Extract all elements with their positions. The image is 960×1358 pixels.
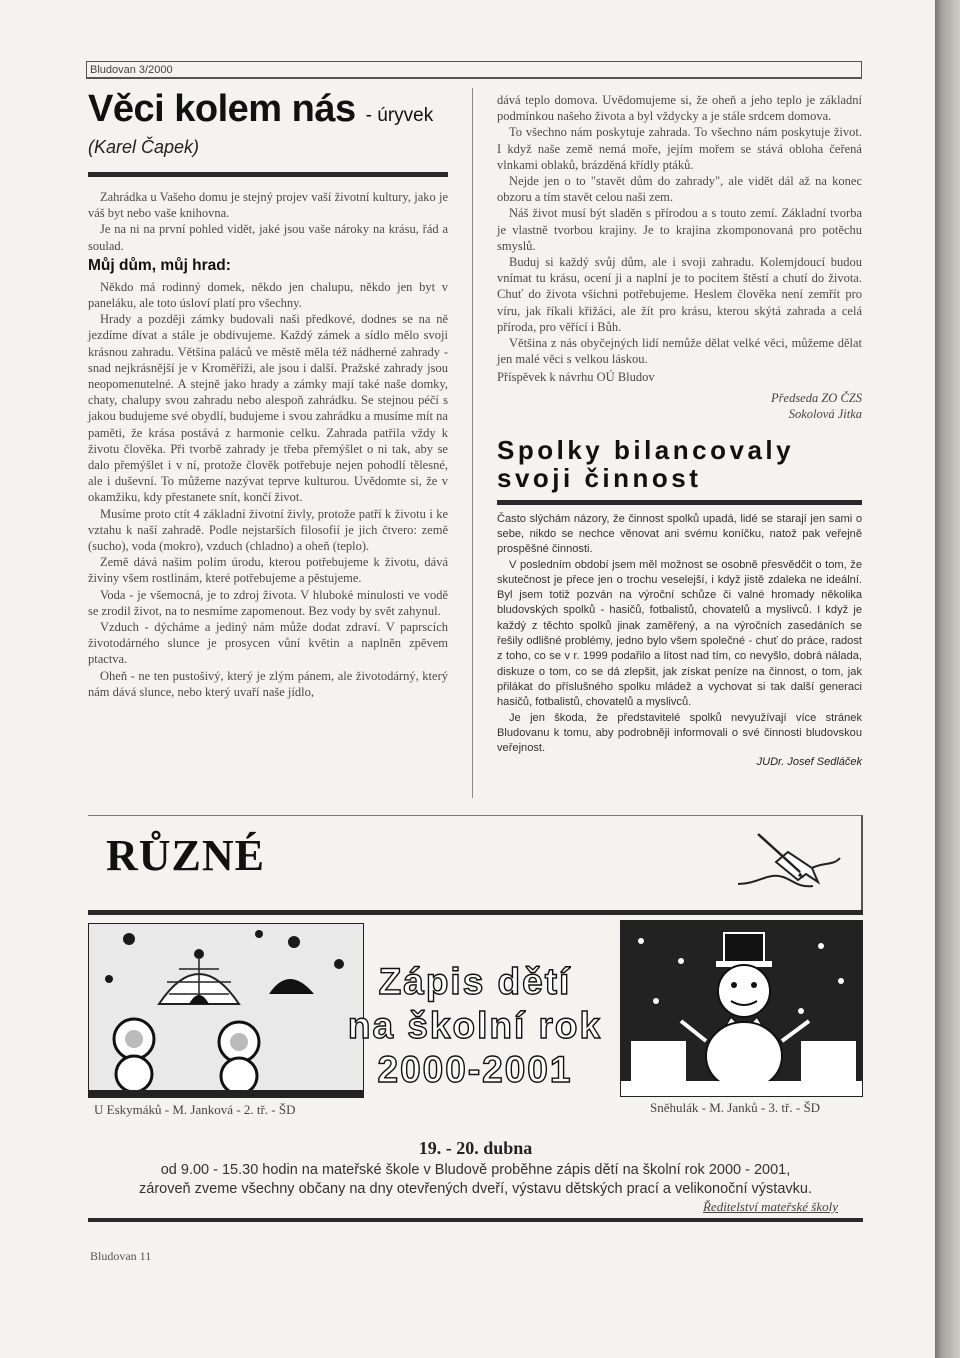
paragraph: Hrady a později zámky budovali naši předkové, dodnes se na ně jezdíme dívat a stále je obdivujeme. Každý zámek a sídlo mělo svoji krásnou zahradu. Většina paláců ve městě měla též nádherné zahrady - snad nejkrásnější je v Kroměříži, ale jsou i další. Pražské zahrady jsou neopomenutelné. A stejně jako hrady a zámky mají také naše domky, chaty, chalupy svou zahradu nebo alespoň zahrádku. Se stejnou péčí s jakou budujeme své obydlí, budujeme i svou zahrádku a musíme mít na paměti, že krása postává z harmonie celku. Zahrada patřila vždy k životu člověka. Při tvorbě zahrady je třeba přemýšlet o ni tak, aby se dalo přemýšlet i v ní, protože člověk potřebuje nejen pohodlí tělesné, ale i duševní. To můžeme nazývat teprve kulturou. Uvědomte si, že v okamžiku, kdy přestanete snít, končí život. xyxy=(88,312,448,505)
paragraph: Země dává našim polím úrodu, kterou potřebujeme k životu, dává živiny všem rostlinám, které potřebujeme a pěstujeme. xyxy=(88,555,448,586)
article-author: (Karel Čapek) xyxy=(88,137,200,157)
article2-body xyxy=(497,512,862,757)
issue-header: Bludovan 3/2000 xyxy=(86,61,862,79)
paragraph: Vzduch - dýcháme a jediný nám může dodat zdraví. V paprscích životodárného slunce je prosycen vůní květin a naplněn zpěvem ptactva. xyxy=(88,620,448,667)
paragraph: Nejde jen o to "stavět dům do zahrady", ale vidět dál až na konec obzoru a tím stavět celou naši zem. xyxy=(497,174,862,205)
paragraph: Někdo má rodinný domek, někdo jen chalupu, někdo jen byt v paneláku, ale toto úsloví platí pro všechny. xyxy=(88,279,448,311)
announcement-signature: Ředitelství mateřské školy xyxy=(702,1199,838,1214)
caption-left: U Eskymáků - M. Janková - 2. tř. - ŠD xyxy=(94,1102,296,1117)
zapis-line3: 2000-2001 xyxy=(377,1049,573,1090)
snowman-drawing xyxy=(621,921,863,1097)
eskimos-drawing xyxy=(89,924,364,1098)
title-rule xyxy=(88,172,448,177)
announcement-line2: zároveň zveme všechny občany na dny otevřených dveří, výstavu dětských prací a velikonoční výstavku. xyxy=(139,1181,812,1197)
article2-title-line2: svoji činnost xyxy=(497,462,702,493)
paragraph: Je jen škoda, že představitelé spolků nevyužívají více stránek Bludovanu k tomu, aby podrobněji informovali o své činnosti bludovskou veřejnost. xyxy=(497,711,862,755)
section-bottom-rule xyxy=(88,1218,863,1222)
paragraph: To všechno nám poskytuje zahrada. To všechno nám poskytuje život. I když naše země nemá moře, jejím mořem se stává obloha čeřená vlnkami oblaků, brázděná křídly ptáků. xyxy=(497,125,862,172)
article-title-suffix: - úryvek xyxy=(365,105,434,126)
paragraph: Zahrádka u Vašeho domu je stejný projev vaší životní kultury, jako je váš byt nebo vaše knihovna. xyxy=(88,190,448,221)
article-subheading: Můj dům, můj hrad: xyxy=(88,256,231,274)
zapis-line2: na školní rok xyxy=(347,1005,603,1046)
children-drawing-snowman xyxy=(620,920,863,1097)
event-date: 19. - 20. dubna xyxy=(418,1138,533,1158)
article2-signature: JUDr. Josef Sedláček xyxy=(756,756,862,769)
page-footer: Bludovan 11 xyxy=(90,1249,152,1263)
article2-rule xyxy=(497,500,862,505)
article-title-text: Věci kolem nás xyxy=(88,88,356,130)
column-divider xyxy=(472,88,473,798)
caption-right: Sněhulák - M. Janků - 3. tř. - ŠD xyxy=(650,1100,821,1115)
article-veci-kolem-nas xyxy=(88,88,448,700)
announcement xyxy=(88,1161,863,1199)
contribution-note: Příspěvek k návrhu OÚ Bludov xyxy=(497,370,655,385)
article-title xyxy=(88,88,448,133)
signature-name: Sokolová Jitka xyxy=(788,406,862,421)
article-intro xyxy=(88,189,448,254)
paragraph: V posledním období jsem měl možnost se osobně přesvědčit o tom, že skutečnost je přece jen o trochu veselejší, i když jistě zdaleka ne ideální. Byl jsem totiž pozván na výroční schůze či valné hromady několika bludovských spolků - hasičů, fotbalistů, chovatelů a myslivců. I když je každý z těchto spolků jinak zaměřený, a na výročních zasedáních se řešily odlišné problémy, jedno bylo všem společné - chuť do práce, radost z toho, co se v r. 1999 podařilo a lítost nad tím, co nevyšlo, dobrá nálada, diskuze o tom, co se dá zlepšit, jak získat peníze na činnost, o tom, jak přilákat do příslušného spolku mládež a vychovat si tak další generaci hasičů, fotbalistů, chovatelů a myslivců. xyxy=(497,558,862,709)
paragraph: Oheň - ne ten pustošivý, který je zlým pánem, ale životodárný, který nám dává slunce, nebo který uvaří naše jídlo, xyxy=(88,668,448,699)
paragraph: Náš život musí být sladěn s přírodou a s touto zemí. Základní tvorba je vlastně tvorbou krajiny. Je to krajina zkomponovaná pro potěchu smyslů. xyxy=(497,206,862,253)
zapis-title xyxy=(340,960,610,1092)
hand-writing-icon xyxy=(728,822,848,902)
page-edge-shadow xyxy=(935,0,960,1358)
right-column xyxy=(497,92,862,768)
paragraph: Často slýchám názory, že činnost spolků upadá, lidé se starají jen sami o sebe, nikdo se nechce věnovat ani svému koníčku, natož pak veřejně prospěšné činnosti. xyxy=(497,512,862,556)
children-drawing-eskimos xyxy=(88,923,364,1098)
paragraph: Voda - je všemocná, je to zdroj života. V hluboké minulosti ve vodě se zrodil život, na to nesmíme zapomenout. Bez vody by svět zahynul. xyxy=(88,587,448,618)
announcement-line1: od 9.00 - 15.30 hodin na mateřské škole v Bludově proběhne zápis dětí na školní rok 2000 - 2001, xyxy=(160,1162,791,1178)
paragraph: Buduj si každý svůj dům, ale i svoji zahradu. Kolemjdoucí budou vnímat tu krásu, ocení ji a naplní je to pocitem štěstí a chutí do života. Chuť do života všichni potřebujeme. Heslem člověka není zemřít pro víru, jak říkali křižáci, ale žít pro krásu, kterou skýtá zahrada a celá příroda, pro věřící i Bůh. xyxy=(497,255,862,334)
article-body xyxy=(88,279,448,700)
article2-title-line1: Spolky bilancovaly xyxy=(497,434,795,465)
paragraph: Většina z nás obyčejných lidí nemůže dělat velké věci, můžeme dělat jen malé věci s velkou láskou. xyxy=(497,336,862,367)
article-continued xyxy=(497,92,862,367)
ruzne-rule xyxy=(88,910,863,915)
signature-role: Předseda ZO ČZS xyxy=(771,390,862,405)
paragraph: dává teplo domova. Uvědomujeme si, že oheň a jeho teplo je základní podmínkou našeho života a byl vždycky a je stále srdcem domova. xyxy=(497,93,862,124)
paragraph: Je na ni na první pohled vidět, jaké jsou vaše nároky na krásu, řád a soulad. xyxy=(88,222,448,253)
ruzne-title: RŮZNÉ xyxy=(106,831,266,880)
zapis-line1: Zápis dětí xyxy=(378,961,572,1002)
paragraph: Musíme proto ctít 4 základní životní živly, protože patří k životu i ke vztahu k naší zahradě. Podle nejstarších filosofií je jich čtvero: země (sucho), voda (mokro), vzduch (chladno) a oheň (teplo). xyxy=(88,506,448,554)
